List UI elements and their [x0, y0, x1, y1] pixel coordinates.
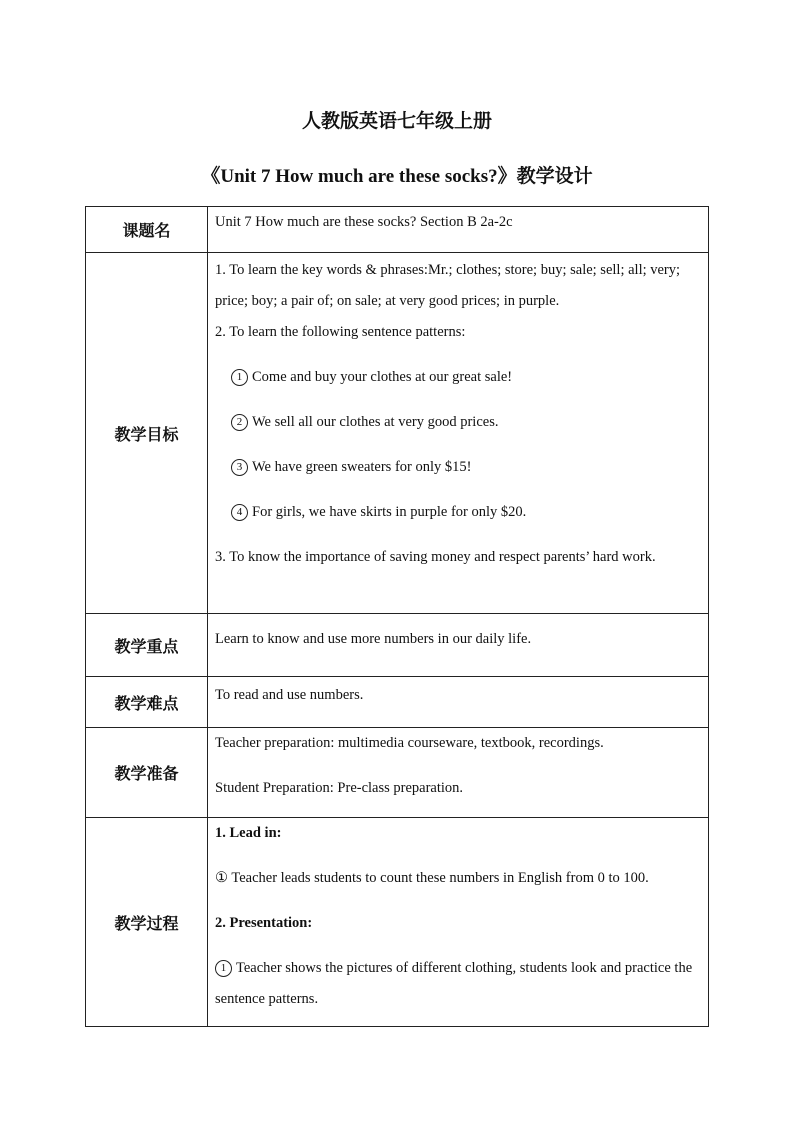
circled-number-icon: 2 [231, 414, 248, 431]
content-key-points [208, 614, 709, 677]
topic-text: Unit 7 How much are these socks? Section B 2a-2c [215, 214, 513, 230]
objective-item-1: 1. To learn the key words & phrases:Mr.; clothes; store; buy; sale; sell; all; very; price; boy; a pair of; on sale; at very good prices; in purple. [215, 262, 681, 309]
pattern-text: We sell all our clothes at very good prices. [252, 414, 499, 430]
table-row-difficulties [86, 677, 709, 728]
step-1-title: 1. Lead in: [215, 825, 282, 841]
circled-number-icon: 4 [231, 504, 248, 521]
objective-item-2: 2. To learn the following sentence patterns: [215, 324, 466, 340]
document-subtitle: 《Unit 7 How much are these socks?》教学设计 [201, 166, 593, 187]
pattern-item [215, 452, 704, 483]
pattern-item [215, 407, 704, 438]
label-objectives: 教学目标 [86, 253, 208, 614]
step-2-text: Teacher shows the pictures of different clothing, students look and practice the sentence patterns. [215, 960, 693, 1007]
content-topic [208, 207, 709, 253]
document-title: 人教版英语七年级上册 [301, 111, 492, 132]
label-preparation: 教学准备 [86, 728, 208, 818]
label-key-points: 教学重点 [86, 614, 208, 677]
difficulties-text: To read and use numbers. [215, 687, 364, 703]
circled-number-icon: ① [215, 870, 228, 886]
circled-number-icon: 1 [231, 369, 248, 386]
content-preparation [208, 728, 709, 818]
step-1-text: Teacher leads students to count these numbers in English from 0 to 100. [231, 870, 649, 886]
step-2-title: 2. Presentation: [215, 915, 313, 931]
label-difficulties: 教学难点 [86, 677, 208, 728]
pattern-text: We have green sweaters for only $15! [252, 459, 472, 475]
content-difficulties [208, 677, 709, 728]
table-row-topic [86, 207, 709, 253]
label-process: 教学过程 [86, 818, 208, 1027]
pattern-text: Come and buy your clothes at our great sale! [252, 369, 513, 385]
pattern-text: For girls, we have skirts in purple for only $20. [252, 504, 527, 520]
circled-number-icon: 3 [231, 459, 248, 476]
pattern-item [215, 362, 704, 393]
teacher-preparation-text: Teacher preparation: multimedia courseware, textbook, recordings. [215, 735, 604, 751]
step-1-item [215, 863, 704, 894]
student-preparation-text: Student Preparation: Pre-class preparation. [215, 780, 464, 796]
key-points-text: Learn to know and use more numbers in our daily life. [215, 631, 532, 647]
circled-number-icon: 1 [215, 960, 232, 977]
objective-item-3: 3. To know the importance of saving money and respect parents’ hard work. [215, 549, 656, 565]
label-topic: 课题名 [86, 207, 208, 253]
step-2-item [215, 953, 704, 1015]
table-row-preparation [86, 728, 709, 818]
table-row-process [86, 818, 709, 1027]
content-process [208, 818, 709, 1027]
pattern-item [215, 497, 704, 528]
content-objectives [208, 253, 709, 614]
table-row-key-points [86, 614, 709, 677]
table-row-objectives [86, 253, 709, 614]
lesson-plan-table [85, 206, 709, 1027]
